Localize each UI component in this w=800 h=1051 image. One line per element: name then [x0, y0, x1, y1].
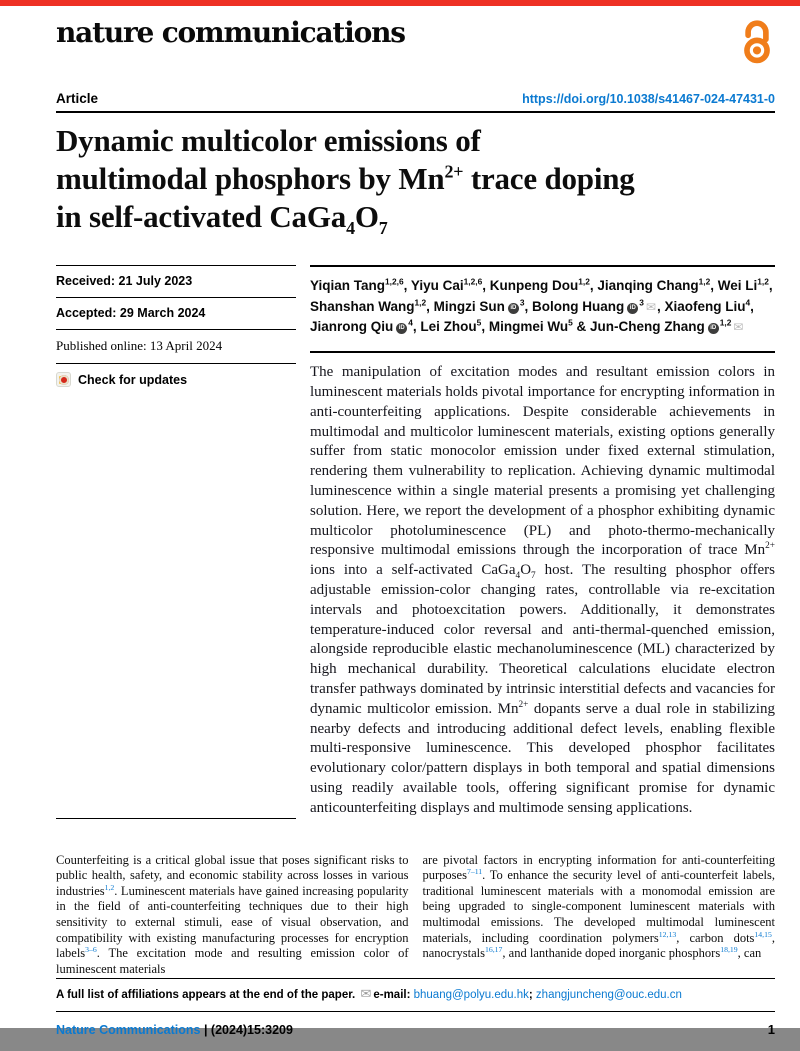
abstract-text: The manipulation of excitation modes and resultant emission colors in luminescent materials holds pivotal importance for encrypting information in anti-counterfeiting applications. Despite considerable achievements in multimodal and multicolor luminescent materials, existing options generally suffer from static monocolor emission under fixed external stimulation, rendering them vulnerability to replication. Achieving dynamic multimodal luminescence within a single material presents a promising yet challenging solution. Here, we report the development of a phosphor exhibiting dynamic multicolor photoluminescence (PL) and photo-thermo-mechanically responsive multimodal emissions through the incorporation of trace $Mn^{2+}$ ions into a self-activated $CaGa_4O_7$ host. The resulting phosphor offers adjustable emission-color changing rates, controllable via re-excitation intervals and photoexcitation powers. Additionally, it demonstrates temperature-induced color reversal and anti-thermal-quenched emission, alongside reproducible elastic mechanoluminescence (ML) characterized by high mechanical durability. Theoretical calculations elucidate electron transfer pathways dominated by intrinsic interstitial defects and vacancies for dynamic multicolor emission. $Mn^{2+}$ dopants serve a dual role in stabilizing nearby defects and introducing additional defect levels, enabling flexible multi-responsive luminescence. This developed phosphor facilitates evolutionary color/pattern displays in both temporal and spatial dimensions using readily available tools, offering significant promise for dynamic anticounterfeiting displays and multimode sensing applications. [310, 351, 775, 818]
accepted-date: Accepted: 29 March 2024 [56, 297, 296, 329]
journal-name[interactable]: Nature Communications [56, 1022, 201, 1037]
author-list: Yiqian Tang$^{1,2,6}$, Yiyu Cai$^{1,2,6}$, Kunpeng Dou$^{1,2}$, Jianqing Chang$^{1,2}$, Wei Li$^{1,2}$, Shanshan Wang$^{1,2}$, Mingzi Sun $iD^3$, Bolong Huang $iD^3$ ✉, Xiaofeng Liu$^4$, Jianrong Qiu $iD^4$, Lei Zhou$^5$, Mingmei Wu$^5$ & Jun-Cheng Zhang iD$^{1,2}$ ✉ [310, 265, 775, 337]
superscript: 2+ [765, 541, 775, 552]
dates-column [56, 265, 296, 818]
orcid-icon[interactable]: iD [396, 323, 407, 334]
reference-link[interactable]: 1,2 [104, 882, 115, 892]
superscript: 5 [568, 317, 573, 328]
reference-link[interactable]: 7–11 [466, 866, 483, 876]
article-type-label: Article [56, 91, 99, 106]
subscript: 4 [515, 571, 521, 582]
published-date: Published online: 13 April 2024 [56, 329, 296, 363]
journal-citation [56, 1023, 293, 1037]
email-icon[interactable]: ✉ [360, 985, 372, 1001]
introduction-columns [56, 853, 775, 978]
superscript: 1,2,6 [463, 276, 483, 287]
superscript: 2+ [444, 161, 464, 182]
header-rule [56, 111, 775, 113]
superscript: 4 [408, 317, 413, 328]
orcid-icon[interactable]: iD [627, 303, 638, 314]
intro-right-column: are pivotal factors in encrypting information for anti-counterfeiting purposes$^{7-11}$. To enhance the security level of anti-counterfeit labels, traditional luminescent materials with a monomodal emission are being upgraded to single-component luminescent materials with multimodal emissions. The developed multimodal luminescent materials, including coordination polymers$^{12,13}$, carbon dots$^{14,15}$, nanocrystals$^{16,17}$, and lanthanide doped inorganic phosphors$^{18,19}$, can [422, 852, 775, 961]
superscript: 1,2 [414, 297, 427, 308]
superscript: 3 [519, 297, 525, 308]
meta-section [56, 265, 775, 818]
superscript: 3 [639, 297, 644, 308]
journal-logo: nature communications [56, 16, 405, 49]
email-icon[interactable]: ✉ [733, 319, 744, 334]
masthead [56, 16, 775, 69]
subscript: 4 [346, 217, 355, 238]
orcid-icon[interactable]: iD [508, 303, 519, 314]
right-column [310, 265, 775, 818]
check-for-updates[interactable] [56, 363, 296, 396]
superscript: 1,2 [757, 276, 769, 287]
page-number: 1 [767, 1021, 775, 1037]
doi-link[interactable]: https://doi.org/10.1038/s41467-024-47431-0 [522, 92, 775, 106]
reference-link[interactable]: 3–6 [85, 945, 97, 955]
received-date: Received: 21 July 2023 [56, 265, 296, 297]
journal-citation-row [56, 1012, 775, 1051]
paper-title: Dynamic multicolor emissions of multimodal phosphors by $Mn^{2+}$ trace doping in self-activated $CaGa_4O_7$ [56, 123, 635, 238]
crossmark-icon [56, 372, 71, 387]
article-header-row [56, 91, 775, 106]
reference-link[interactable]: 14,15 [754, 929, 772, 939]
check-for-updates-label: Check for updates [78, 372, 188, 387]
email-link[interactable]: bhuang@polyu.edu.hk [413, 988, 529, 1001]
superscript: 4 [745, 297, 751, 308]
issue-info: | (2024)15:3209 [203, 1022, 293, 1037]
reference-link[interactable]: 12,13 [658, 929, 677, 939]
superscript: 1,2 [719, 317, 732, 328]
superscript: 2+ [518, 699, 529, 710]
email-icon[interactable]: ✉ [645, 299, 656, 314]
email-link[interactable]: zhangjuncheng@ouc.edu.cn [535, 988, 682, 1001]
affiliation-note: A full list of affiliations appears at the end of the paper. ✉ e-mail: bhuang@polyu.edu.hk; zhangjuncheng@ouc.edu.cn [56, 985, 682, 1001]
subscript: 7 [378, 217, 388, 238]
superscript: 1,2 [698, 276, 711, 287]
orcid-icon[interactable]: iD [708, 323, 719, 334]
reference-link[interactable]: 18,19 [720, 945, 738, 955]
open-access-icon [739, 18, 775, 69]
reference-link[interactable]: 16,17 [484, 945, 503, 955]
page-footer [56, 978, 775, 1051]
superscript: 5 [476, 317, 482, 328]
intro-left-column: Counterfeiting is a critical global issue that poses significant risks to public health, safety, and economic stability across losses in various industries$^{1,2}$. Luminescent materials have gained increasing popularity in the field of anti-counterfeiting techniques due to their high sensitivity to external stimuli, ease of visual observation, and compatibility with existing manufacturing processes for encryption labels$^{3-6}$. The excitation mode and resulting emission color of luminescent materials [56, 852, 409, 976]
subscript: 7 [531, 571, 536, 582]
superscript: 1,2 [578, 276, 590, 287]
superscript: 1,2,6 [385, 276, 404, 287]
